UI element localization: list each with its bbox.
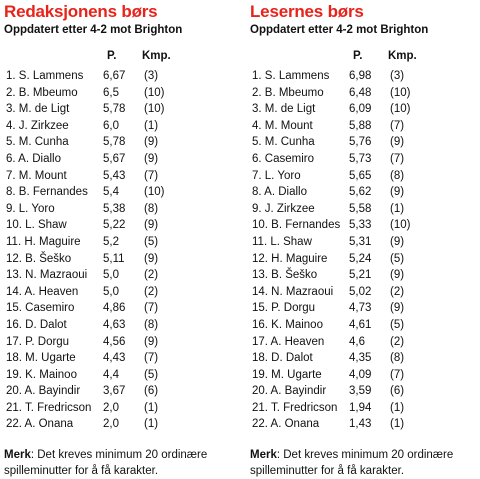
player-name: 7. M. Mount <box>6 169 67 182</box>
player-score: 6,09 <box>349 103 372 116</box>
player-matches: (10) <box>390 86 411 99</box>
player-name: 14. N. Mazraoui <box>252 285 334 298</box>
table-row <box>250 300 480 317</box>
player-score: 5,78 <box>103 136 126 149</box>
player-score: 5,33 <box>349 219 372 232</box>
player-score: 5,0 <box>103 269 119 282</box>
player-name: 8. A. Diallo <box>252 186 307 199</box>
player-matches: (5) <box>390 252 405 265</box>
table-row <box>4 234 240 251</box>
player-matches: (8) <box>144 318 159 331</box>
player-score: 5,22 <box>103 219 126 232</box>
player-score: 4,61 <box>349 318 372 331</box>
editorial-note <box>4 447 236 479</box>
player-matches: (7) <box>390 152 405 165</box>
player-name: 21. T. Fredricson <box>6 401 92 414</box>
player-name: 13. B. Šeško <box>252 269 318 282</box>
player-name: 9. J. Zirkzee <box>252 202 315 215</box>
player-score: 5,76 <box>349 136 372 149</box>
player-matches: (6) <box>144 385 159 398</box>
table-row <box>250 383 480 400</box>
editorial-title: Redaksjonens børs <box>4 2 158 21</box>
player-score: 5,24 <box>349 252 372 265</box>
table-row <box>4 383 240 400</box>
player-matches: (9) <box>144 152 159 165</box>
table-row <box>250 400 480 417</box>
player-score: 5,58 <box>349 202 372 215</box>
note-label: Merk <box>250 449 277 462</box>
player-score: 6,5 <box>103 86 119 99</box>
player-matches: (9) <box>390 235 405 248</box>
player-matches: (10) <box>144 103 165 116</box>
table-row <box>250 68 480 85</box>
player-score: 4,35 <box>349 352 372 365</box>
player-score: 5,43 <box>103 169 126 182</box>
player-name: 15. Casemiro <box>6 302 75 315</box>
player-score: 5,4 <box>103 186 119 199</box>
player-matches: (1) <box>390 401 405 414</box>
player-name: 10. B. Fernandes <box>252 219 341 232</box>
player-name: 5. M. Cunha <box>6 136 69 149</box>
readers-title: Lesernes børs <box>250 2 364 21</box>
player-name: 17. A. Heaven <box>252 335 325 348</box>
player-name: 10. L. Shaw <box>6 219 67 232</box>
player-score: 5,21 <box>349 269 372 282</box>
player-name: 3. M. de Ligt <box>252 103 316 116</box>
player-matches: (10) <box>390 219 411 232</box>
player-matches: (9) <box>144 136 159 149</box>
player-score: 2,0 <box>103 401 119 414</box>
table-row <box>4 201 240 218</box>
player-score: 4,4 <box>103 368 119 381</box>
player-score: 4,86 <box>103 302 126 315</box>
player-matches: (2) <box>390 335 405 348</box>
player-score: 6,67 <box>103 70 126 82</box>
player-matches: (5) <box>144 368 159 381</box>
player-score: 4,6 <box>349 335 365 348</box>
player-score: 5,78 <box>103 103 126 116</box>
player-name: 16. D. Dalot <box>6 318 67 331</box>
player-name: 20. A. Bayindir <box>252 385 327 398</box>
player-matches: (8) <box>390 352 405 365</box>
editorial-table-header <box>4 50 240 66</box>
table-row <box>250 118 480 135</box>
player-matches: (8) <box>390 169 405 182</box>
table-row <box>4 184 240 201</box>
player-matches: (1) <box>144 401 159 414</box>
player-score: 4,09 <box>349 368 372 381</box>
player-matches: (5) <box>144 235 159 248</box>
player-matches: (9) <box>390 269 405 282</box>
player-matches: (10) <box>390 103 411 116</box>
table-row <box>250 134 480 151</box>
player-matches: (3) <box>144 70 159 82</box>
player-name: 11. L. Shaw <box>252 235 312 248</box>
player-name: 21. T. Fredricson <box>252 401 338 414</box>
player-matches: (1) <box>144 418 159 431</box>
table-row <box>4 334 240 351</box>
player-score: 3,67 <box>103 385 126 398</box>
table-row <box>250 334 480 351</box>
table-row <box>4 134 240 151</box>
player-name: 14. A. Heaven <box>6 285 79 298</box>
player-score: 4,43 <box>103 352 126 365</box>
table-row <box>4 350 240 367</box>
table-row <box>4 400 240 417</box>
player-matches: (7) <box>390 119 405 132</box>
player-name: 6. Casemiro <box>252 152 314 165</box>
table-row <box>4 251 240 268</box>
column-header-matches: Kmp. <box>388 50 417 62</box>
table-row <box>250 217 480 234</box>
table-row <box>4 168 240 185</box>
player-name: 20. A. Bayindir <box>6 385 81 398</box>
player-name: 1. S. Lammens <box>252 70 330 82</box>
player-name: 7. L. Yoro <box>252 169 301 182</box>
player-score: 4,56 <box>103 335 126 348</box>
table-row <box>4 217 240 234</box>
player-matches: (1) <box>390 202 405 215</box>
table-row <box>250 101 480 118</box>
table-row <box>4 416 240 433</box>
table-row <box>250 184 480 201</box>
player-score: 6,98 <box>349 70 372 82</box>
player-name: 12. H. Maguire <box>252 252 328 265</box>
player-name: 15. P. Dorgu <box>252 302 316 315</box>
table-row <box>4 151 240 168</box>
table-row <box>250 350 480 367</box>
table-row <box>4 68 240 85</box>
player-name: 11. H. Maguire <box>6 235 81 248</box>
table-row <box>250 85 480 102</box>
player-score: 5,02 <box>349 285 372 298</box>
player-score: 5,88 <box>349 119 372 132</box>
player-name: 16. K. Mainoo <box>252 318 323 331</box>
player-matches: (7) <box>390 368 405 381</box>
player-matches: (7) <box>144 352 159 365</box>
table-row <box>4 101 240 118</box>
table-row <box>250 267 480 284</box>
player-name: 2. B. Mbeumo <box>252 86 324 99</box>
player-name: 19. M. Ugarte <box>252 368 322 381</box>
player-matches: (7) <box>144 169 159 182</box>
player-score: 5,65 <box>349 169 372 182</box>
player-name: 4. J. Zirkzee <box>6 119 69 132</box>
player-name: 8. B. Fernandes <box>6 186 88 199</box>
readers-table-header <box>250 50 480 66</box>
player-score: 6,48 <box>349 86 372 99</box>
table-row <box>250 317 480 334</box>
player-name: 6. A. Diallo <box>6 152 61 165</box>
player-matches: (1) <box>144 119 159 132</box>
player-name: 18. D. Dalot <box>252 352 313 365</box>
player-name: 12. B. Šeško <box>6 252 72 265</box>
player-matches: (7) <box>144 302 159 315</box>
table-row <box>4 317 240 334</box>
editorial-ratings-panel <box>4 0 240 479</box>
table-row <box>4 267 240 284</box>
player-score: 6,0 <box>103 119 119 132</box>
table-row <box>250 284 480 301</box>
player-matches: (9) <box>144 219 159 232</box>
player-matches: (9) <box>144 252 159 265</box>
player-name: 22. A. Onana <box>252 418 320 431</box>
table-row <box>4 118 240 135</box>
readers-table <box>250 68 480 433</box>
column-header-score: P. <box>353 50 363 62</box>
player-score: 4,63 <box>103 318 126 331</box>
player-score: 5,73 <box>349 152 372 165</box>
player-matches: (9) <box>390 302 405 315</box>
table-row <box>4 284 240 301</box>
player-score: 5,31 <box>349 235 372 248</box>
note-text: : Det kreves minimum 20 ordinære spilleminutter for å få karakter. <box>250 449 454 478</box>
player-name: 18. M. Ugarte <box>6 352 76 365</box>
table-row <box>4 300 240 317</box>
player-name: 4. M. Mount <box>252 119 313 132</box>
player-name: 5. M. Cunha <box>252 136 315 149</box>
player-matches: (6) <box>390 385 405 398</box>
player-name: 13. N. Mazraoui <box>6 269 88 282</box>
player-matches: (10) <box>144 186 165 199</box>
player-name: 1. S. Lammens <box>6 70 84 82</box>
player-matches: (1) <box>390 418 405 431</box>
player-matches: (8) <box>144 202 159 215</box>
player-matches: (2) <box>144 285 159 298</box>
player-score: 5,62 <box>349 186 372 199</box>
note-label: Merk <box>4 449 31 462</box>
table-row <box>250 168 480 185</box>
player-name: 19. K. Mainoo <box>6 368 77 381</box>
readers-subtitle: Oppdatert etter 4-2 mot Brighton <box>250 24 429 36</box>
player-score: 5,38 <box>103 202 126 215</box>
player-score: 3,59 <box>349 385 372 398</box>
player-score: 1,94 <box>349 401 372 414</box>
player-score: 5,2 <box>103 235 119 248</box>
table-row <box>250 151 480 168</box>
player-matches: (5) <box>390 318 405 331</box>
player-name: 2. B. Mbeumo <box>6 86 78 99</box>
player-score: 1,43 <box>349 418 372 431</box>
player-score: 5,11 <box>103 252 125 265</box>
note-text: : Det kreves minimum 20 ordinære spilleminutter for å få karakter. <box>4 449 208 478</box>
player-score: 5,67 <box>103 152 126 165</box>
player-score: 4,73 <box>349 302 372 315</box>
player-name: 22. A. Onana <box>6 418 74 431</box>
player-name: 17. P. Dorgu <box>6 335 70 348</box>
table-row <box>250 367 480 384</box>
editorial-subtitle: Oppdatert etter 4-2 mot Brighton <box>4 24 183 36</box>
column-header-matches: Kmp. <box>142 50 171 62</box>
column-header-score: P. <box>107 50 117 62</box>
player-matches: (2) <box>144 269 159 282</box>
table-row <box>4 367 240 384</box>
table-row <box>250 234 480 251</box>
player-matches: (10) <box>144 86 165 99</box>
table-row <box>250 201 480 218</box>
readers-ratings-panel <box>250 0 480 479</box>
readers-note <box>250 447 480 479</box>
player-matches: (9) <box>144 335 159 348</box>
editorial-table <box>4 68 240 433</box>
player-matches: (9) <box>390 186 405 199</box>
player-score: 2,0 <box>103 418 119 431</box>
table-row <box>4 85 240 102</box>
player-matches: (3) <box>390 70 405 82</box>
player-matches: (2) <box>390 285 405 298</box>
table-row <box>250 416 480 433</box>
table-row <box>250 251 480 268</box>
player-score: 5,0 <box>103 285 119 298</box>
player-name: 3. M. de Ligt <box>6 103 70 116</box>
player-name: 9. L. Yoro <box>6 202 55 215</box>
player-matches: (9) <box>390 136 405 149</box>
